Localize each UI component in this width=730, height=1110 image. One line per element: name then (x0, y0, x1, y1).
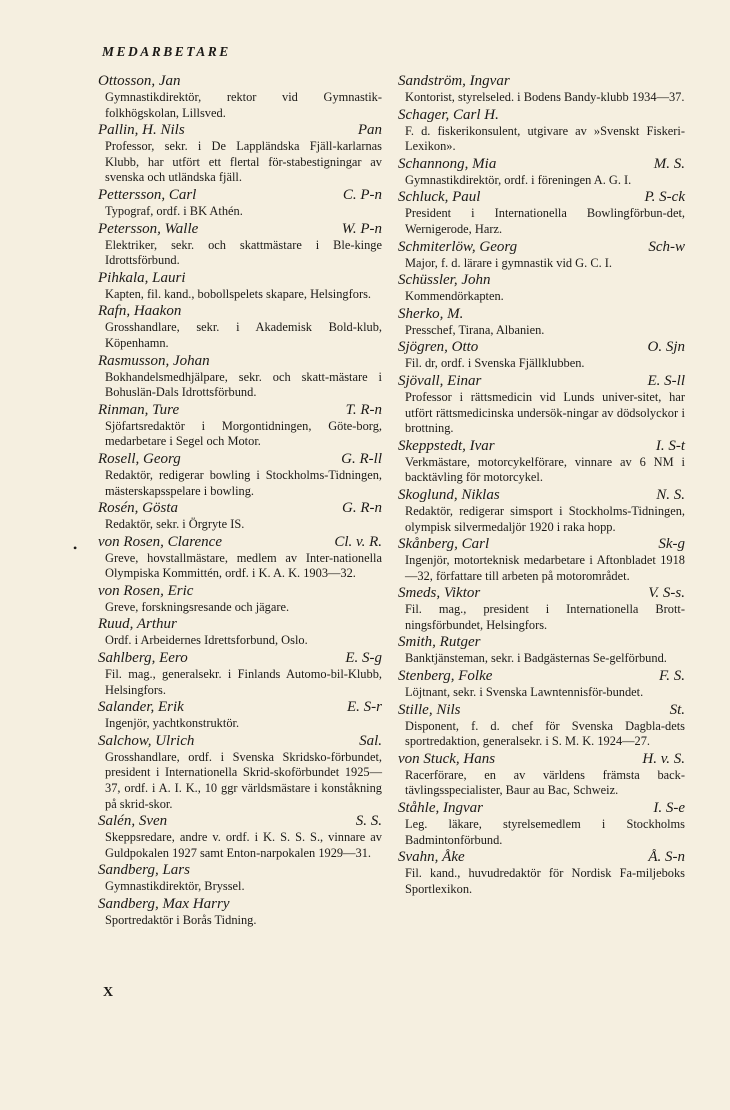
contributor-name: von Rosen, Clarence (98, 533, 222, 550)
contributor-name-line (398, 271, 685, 289)
contributor-name: Sjövall, Einar (398, 372, 482, 389)
contributor-name: Salchow, Ulrich (98, 732, 195, 749)
contributor-name: Rosén, Gösta (98, 500, 178, 517)
contributor-name-line (98, 401, 382, 419)
contributor-description: Leg. läkare, styrelsemedlem i Stockholms Badmintonförbund. (405, 817, 685, 847)
contributor-name: Sandström, Ingvar (398, 73, 510, 89)
contributor-signature: Å. S-n (648, 849, 685, 866)
contributor-entry (398, 72, 685, 106)
contributor-entry (98, 732, 382, 812)
contributor-name-line (398, 486, 685, 504)
contributor-name-line (98, 698, 382, 716)
contributor-entry (398, 633, 685, 667)
contributor-description: Greve, forskningsresande och jägare. (105, 599, 290, 614)
contributor-name-line (398, 155, 685, 173)
right-column (398, 72, 685, 897)
contributor-signature: I. S-e (653, 800, 685, 817)
contributor-name: Smith, Rutger (398, 634, 481, 651)
contributor-name: von Stuck, Hans (398, 750, 496, 767)
contributor-name-line (398, 106, 685, 124)
contributor-name-line (398, 633, 685, 651)
contributor-name: Salander, Erik (98, 699, 184, 716)
contributor-entry (398, 848, 685, 897)
contributor-description: Kapten, fil. kand., bobollspelets skapare, Helsingfors. (105, 286, 371, 301)
contributor-entry (98, 698, 382, 732)
contributor-description: Ordf. i Arbeidernes Idrettsforbund, Oslo. (105, 633, 308, 648)
contributor-description: Elektriker, sekr. och skattmästare i Ble-kinge Idrottsförbund. (105, 237, 382, 268)
contributor-name-line (398, 750, 685, 768)
contributor-entry (398, 238, 685, 272)
contributor-name: von Rosen, Eric (98, 582, 194, 599)
contributor-description: Ingenjör, motorteknisk medarbetare i Aftonbladet 1918—32, författare till arbeten på motorområdet. (405, 553, 685, 583)
contributor-signature: P. S-ck (644, 189, 685, 206)
contributor-name-line (98, 499, 382, 517)
contributor-entry (98, 812, 382, 861)
contributor-entry (98, 649, 382, 698)
contributor-entry (398, 372, 685, 437)
contributor-entry (398, 486, 685, 535)
contributor-name: Ottosson, Jan (98, 73, 181, 89)
contributor-name: Skoglund, Niklas (398, 486, 500, 503)
contributor-entry (98, 186, 382, 220)
contributor-name-line (398, 848, 685, 866)
contributor-description: Fil. mag., generalsekr. i Finlands Automo-bil-Klubb, Helsingfors. (105, 667, 382, 697)
contributor-name-line (398, 305, 685, 323)
contributor-signature: E. S-r (347, 699, 382, 716)
contributor-name-line (398, 72, 685, 90)
contributor-name-line (398, 238, 685, 256)
contributor-entry (398, 437, 685, 486)
contributor-name: Pallin, H. Nils (98, 122, 185, 139)
contributor-name-line (398, 701, 685, 719)
contributor-entry (398, 338, 685, 372)
contributor-description: Sjöfartsredaktör i Morgontidningen, Göte-borg, medarbetare i Segel och Motor. (105, 418, 382, 449)
contributor-name: Sahlberg, Eero (98, 650, 188, 667)
contributor-entry (398, 799, 685, 848)
contributor-name: Stille, Nils (398, 701, 461, 718)
contributor-description: Disponent, f. d. chef för Svenska Dagbla-dets sportredaktion, generalsekr. i S. M. K. 1924—27. (405, 718, 685, 749)
contributor-description: Professor, sekr. i De Lappländska Fjäll-karlarnas Klubb, har utfört ett flertal för-stabestigningar av svenska och utländska fjäll. (105, 139, 382, 185)
contributor-description: Redaktör, redigerar simsport i Stockholms-Tidningen, olympisk silvermedaljör 1920 i raka hopp. (405, 503, 685, 534)
contributor-description: Presschef, Tirana, Albanien. (405, 322, 545, 337)
contributor-name: Smeds, Viktor (398, 585, 481, 602)
contributor-name: Sherko, M. (398, 305, 464, 322)
contributor-name: Pettersson, Carl (98, 186, 197, 203)
contributor-name-line (98, 121, 382, 139)
contributor-entry (398, 188, 685, 237)
contributor-name: Schmiterlöw, Georg (398, 238, 518, 255)
contributor-signature: Sk-g (658, 536, 685, 553)
contributor-entry (98, 861, 382, 895)
contributor-description: Gymnastikdirektör, rektor vid Gymnastik-folkhögskolan, Lillsved. (105, 90, 382, 120)
contributor-name-line (98, 72, 382, 90)
contributor-signature: St. (669, 701, 685, 718)
contributor-signature: T. R-n (345, 401, 382, 418)
contributor-name-line (98, 450, 382, 468)
contributor-signature: G. R-n (342, 500, 382, 517)
contributor-entry (398, 701, 685, 750)
contributor-description: Bokhandelsmedhjälpare, sekr. och skatt-mästare i Bohuslän-Dals Idrottsförbund. (105, 369, 382, 400)
contributor-name: Svahn, Åke (398, 849, 465, 866)
contributor-name: Rosell, Georg (98, 450, 181, 467)
contributor-name-line (98, 861, 382, 879)
contributor-entry (398, 271, 685, 305)
contributor-name-line (398, 584, 685, 602)
contributor-name-line (98, 582, 382, 600)
contributor-entry (98, 895, 382, 929)
contributor-description: Major, f. d. lärare i gymnastik vid G. C. I. (405, 255, 613, 270)
contributor-name: Skånberg, Carl (398, 536, 490, 553)
contributor-name: Schluck, Paul (398, 189, 481, 206)
margin-mark: • (73, 541, 78, 555)
contributor-entry (398, 305, 685, 339)
contributor-name-line (398, 667, 685, 685)
contributor-signature: F. S. (659, 668, 685, 685)
contributor-entry (98, 533, 382, 582)
contributor-name-line (98, 220, 382, 238)
contributor-entry (98, 302, 382, 351)
contributor-description: F. d. fiskerikonsulent, utgivare av »Svenskt Fiskeri-Lexikon». (405, 123, 685, 154)
contributor-description: Löjtnant, sekr. i Svenska Lawntennisför-bundet. (405, 685, 644, 700)
contributor-name-line (398, 338, 685, 356)
contributor-entry (98, 582, 382, 616)
contributor-name-line (398, 437, 685, 455)
contributor-name-line (98, 615, 382, 633)
contributor-entry (98, 401, 382, 450)
contributor-name-line (98, 732, 382, 750)
contributor-description: President i Internationella Bowlingförbun-det, Wernigerode, Harz. (405, 206, 685, 236)
contributor-entry (98, 352, 382, 401)
contributor-name-line (398, 799, 685, 817)
contributor-description: Ingenjör, yachtkonstruktör. (105, 716, 240, 731)
contributor-name: Petersson, Walle (98, 220, 199, 237)
contributor-signature: N. S. (656, 486, 685, 503)
contributor-signature: Pan (357, 122, 382, 139)
contributor-entry (398, 535, 685, 584)
contributor-name-line (98, 186, 382, 204)
contributor-description: Kommendörkapten. (405, 289, 504, 304)
contributor-name: Ruud, Arthur (98, 616, 177, 633)
contributor-name-line (98, 533, 382, 551)
contributor-description: Skeppsredare, andre v. ordf. i K. S. S. S., vinnare av Guldpokalen 1927 samt Enton-narpokalen 1929—31. (105, 830, 382, 860)
contributor-signature: V. S-s. (648, 585, 685, 602)
contributor-entry (98, 450, 382, 499)
contributor-signature: E. S-g (345, 650, 382, 667)
contributor-name: Schannong, Mia (398, 155, 497, 172)
contributor-name: Pihkala, Lauri (98, 269, 186, 286)
contributor-description: Redaktör, redigerar bowling i Stockholms-Tidningen, mästerskapsspelare i bowling. (105, 467, 382, 498)
contributor-name-line (98, 352, 382, 370)
contributor-signature: S. S. (355, 813, 382, 830)
contributor-entry (98, 72, 382, 121)
contributor-signature: C. P-n (342, 186, 382, 203)
contributor-name: Rasmusson, Johan (98, 352, 210, 369)
contributor-description: Gymnastikdirektör, Bryssel. (105, 879, 245, 894)
contributor-signature: I. S-t (655, 437, 685, 454)
contributor-signature: M. S. (653, 155, 685, 172)
contributor-entry (398, 106, 685, 155)
contributor-entry (398, 155, 685, 189)
contributor-name: Sandberg, Lars (98, 862, 190, 879)
contributor-signature: H. v. S. (642, 750, 685, 767)
left-column (98, 72, 382, 929)
contributor-description: Professor i rättsmedicin vid Lunds univer-sitet, har utfört rättsmedicinska undersök-ningar av dödsolyckor i brottning. (405, 389, 685, 436)
page-number: X (103, 985, 114, 1000)
contributor-name: Rafn, Haakon (98, 303, 182, 320)
contributor-description: Gymnastikdirektör, ordf. i föreningen A. G. I. (405, 172, 632, 187)
contributor-description: Fil. dr, ordf. i Svenska Fjällklubben. (405, 356, 585, 371)
page-header: MEDARBETARE (102, 44, 231, 59)
contributor-entry (398, 584, 685, 633)
contributor-name: Ståhle, Ingvar (398, 800, 483, 817)
contributor-name: Skeppstedt, Ivar (398, 437, 495, 454)
contributor-signature: Cl. v. R. (334, 533, 382, 550)
contributor-name-line (398, 535, 685, 553)
contributor-description: Verkmästare, motorcykelförare, vinnare av 6 NM i backtävling för motorcykel. (405, 454, 685, 485)
contributor-name-line (98, 649, 382, 667)
contributor-name-line (398, 188, 685, 206)
contributor-name-line (98, 302, 382, 320)
contributor-name: Sjögren, Otto (398, 339, 479, 356)
contributor-entry (98, 220, 382, 269)
contributor-description: Fil. mag., president i Internationella Brott-ningsförbundet, Helsingfors. (405, 602, 685, 632)
contributor-entry (398, 667, 685, 701)
contributor-description: Redaktör, sekr. i Örgryte IS. (105, 517, 245, 532)
contributor-name: Schüssler, John (398, 272, 491, 289)
contributor-entry (98, 615, 382, 649)
contributor-entry (398, 750, 685, 799)
contributor-name: Sandberg, Max Harry (98, 896, 230, 912)
contributor-name: Stenberg, Folke (398, 668, 493, 685)
contributor-signature: G. R-ll (341, 450, 382, 467)
contributor-name-line (98, 895, 382, 913)
contributor-name: Rinman, Ture (98, 401, 180, 418)
contributor-description: Grosshandlare, sekr. i Akademisk Bold-klub, Köpenhamn. (105, 320, 382, 350)
contributor-signature: Sch-w (648, 238, 685, 255)
contributor-description: Greve, hovstallmästare, medlem av Inter-nationella Olympiska Kommittén, ordf. i K. A. K. 1903—32. (105, 550, 382, 581)
contributor-signature: O. Sjn (647, 339, 685, 356)
contributor-signature: Sal. (359, 732, 382, 749)
contributor-signature: E. S-ll (647, 372, 685, 389)
contributor-name: Schager, Carl H. (398, 106, 499, 123)
contributor-entry (98, 499, 382, 533)
contributor-entry (98, 121, 382, 186)
contributor-description: Grosshandlare, ordf. i Svenska Skridsko-förbundet, president i Internationella Skrid-skoförbundet 1925—37, ordf. i A. I. K., 10 ggr världsmästare i konståkning på skrid-skor. (105, 749, 382, 811)
contributor-name: Salén, Sven (98, 813, 168, 830)
contributor-name-line (398, 372, 685, 390)
contributor-entry (98, 269, 382, 303)
contributor-name-line (98, 269, 382, 287)
contributor-description: Kontorist, styrelseled. i Bodens Bandy-klubb 1934—37. (405, 90, 685, 104)
contributor-description: Racerförare, en av världens främsta back-tävlingsspecialister, Baur au Bac, Schweiz. (405, 767, 685, 798)
contributor-description: Typograf, ordf. i BK Athén. (105, 203, 243, 218)
contributor-description: Sportredaktör i Borås Tidning. (105, 913, 257, 927)
contributor-description: Banktjänsteman, sekr. i Badgästernas Se-gelförbund. (405, 651, 667, 666)
contributor-signature: W. P-n (341, 220, 382, 237)
contributor-name-line (98, 812, 382, 830)
contributor-description: Fil. kand., huvudredaktör för Nordisk Fa-miljeboks Sportlexikon. (405, 866, 685, 896)
